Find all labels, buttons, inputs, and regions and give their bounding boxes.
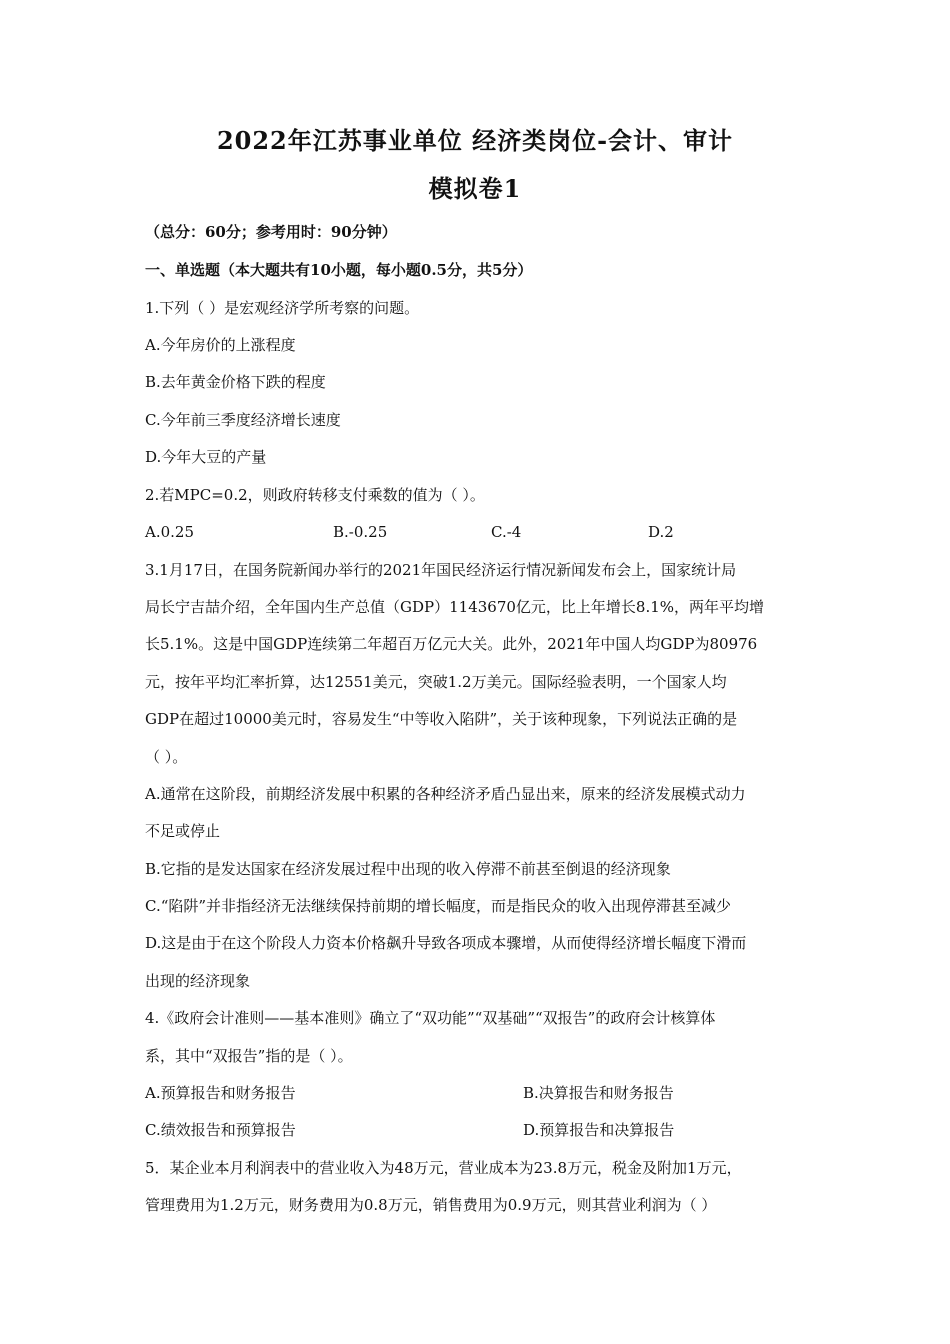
document-subtitle: 模拟卷1 [428, 174, 522, 203]
question-2-option-c: C.-4 [491, 523, 522, 541]
question-3-stem-line: GDP在超过10000美元时，容易发生“中等收入陷阱”，关于该种现象，下列说法正确的是 [145, 710, 738, 728]
question-3-option-c: C.“陷阱”并非指经济无法继续保持前期的增长幅度，而是指民众的收入出现停滞甚至减少 [145, 897, 732, 915]
question-3-stem-line: 3.1月17日，在国务院新闻办举行的2021年国民经济运行情况新闻发布会上，国家统计局 [145, 561, 737, 579]
question-2-option-d: D.2 [648, 523, 674, 541]
question-2-option-a: A.0.25 [145, 523, 194, 541]
document-title: 2022年江苏事业单位 经济类岗位-会计、审计 [216, 126, 734, 155]
question-3-stem-line: 长5.1%。这是中国GDP连续第二年超百万亿元大关。此外，2021年中国人均GDP为80976 [145, 635, 758, 653]
question-1-option-d: D.今年大豆的产量 [145, 448, 267, 466]
score-info: （总分：60分；参考用时：90分钟） [145, 223, 397, 241]
question-4-option-d: D.预算报告和决算报告 [523, 1121, 675, 1139]
section-header: 一、单选题（本大题共有10小题，每小题0.5分，共5分） [145, 261, 533, 279]
question-3-option-a-cont: 不足或停止 [145, 822, 221, 840]
question-3-stem-line: 元，按年平均汇率折算，达12551美元，突破1.2万美元。国际经验表明，一个国家人均 [145, 673, 727, 691]
question-1-option-b: B.去年黄金价格下跌的程度 [145, 373, 326, 391]
question-1-stem: 1.下列（ ）是宏观经济学所考察的问题。 [145, 299, 420, 317]
question-4-stem-line: 4.《政府会计准则——基本准则》确立了“双功能”“双基础”“双报告”的政府会计核算体 [145, 1009, 716, 1027]
question-4-option-b: B.决算报告和财务报告 [523, 1084, 674, 1102]
question-2-stem: 2.若MPC=0.2，则政府转移支付乘数的值为（ ）。 [145, 486, 485, 504]
question-4-option-c: C.绩效报告和预算报告 [145, 1121, 296, 1139]
question-3-option-a: A.通常在这阶段，前期经济发展中积累的各种经济矛盾凸显出来，原来的经济发展模式动力 [145, 785, 746, 803]
question-3-stem-line: （ ）。 [145, 748, 188, 766]
question-3-option-d: D.这是由于在这个阶段人力资本价格飙升导致各项成本骤增，从而使得经济增长幅度下滑而 [145, 934, 747, 952]
question-4-stem-line: 系，其中“双报告”指的是（ ）。 [145, 1047, 353, 1065]
question-3-option-b: B.它指的是发达国家在经济发展过程中出现的收入停滞不前甚至倒退的经济现象 [145, 860, 671, 878]
question-1-option-c: C.今年前三季度经济增长速度 [145, 411, 341, 429]
question-1-option-a: A.今年房价的上涨程度 [145, 336, 296, 354]
question-3-option-d-cont: 出现的经济现象 [145, 972, 251, 990]
question-4-option-a: A.预算报告和财务报告 [145, 1084, 296, 1102]
question-5-stem-line: 5．某企业本月利润表中的营业收入为48万元，营业成本为23.8万元，税金及附加1万元， [145, 1159, 742, 1177]
question-3-stem-line: 局长宁吉喆介绍，全年国内生产总值（GDP）1143670亿元，比上年增长8.1%，两年平均增 [145, 598, 765, 616]
question-5-stem-line: 管理费用为1.2万元，财务费用为0.8万元，销售费用为0.9万元，则其营业利润为（ ） [145, 1196, 717, 1214]
question-2-option-b: B.-0.25 [333, 523, 388, 541]
